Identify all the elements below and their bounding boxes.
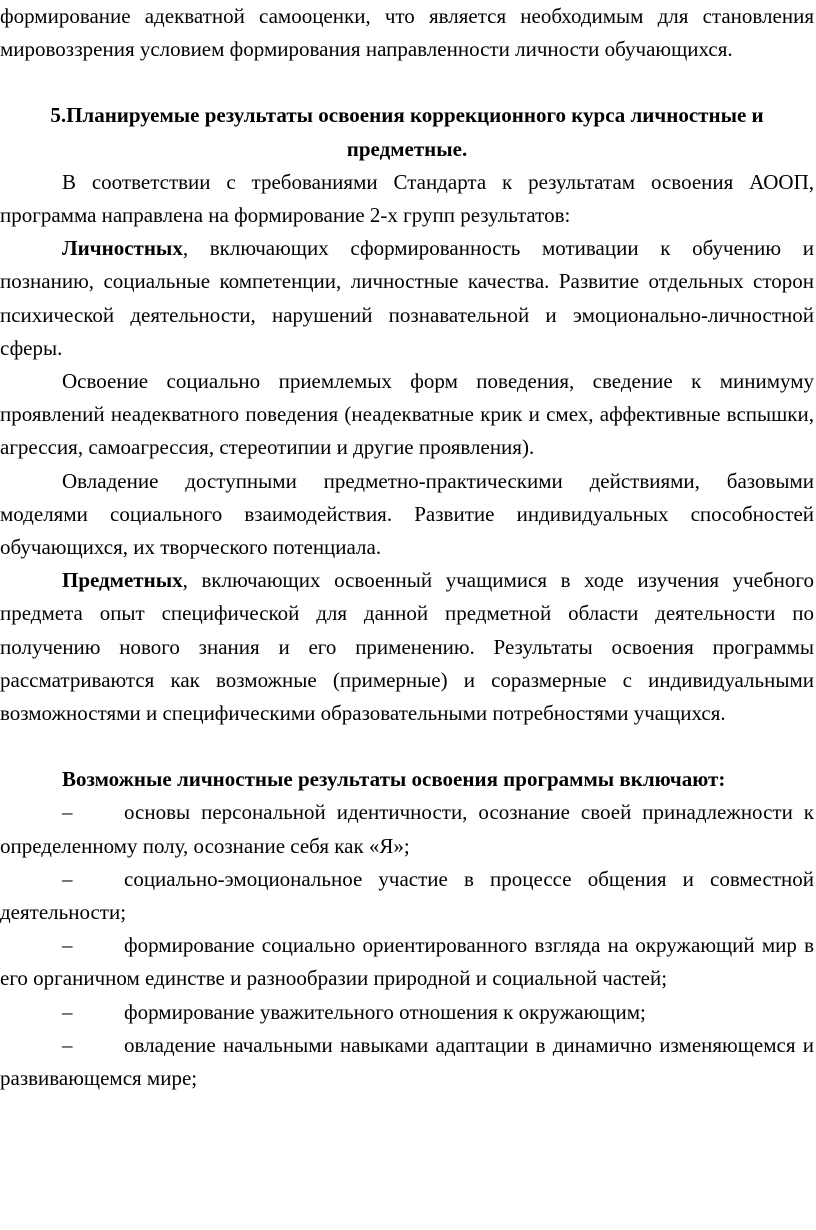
paragraph-requirements: В соответствии с требованиями Стандарта к результатам освоения АООП, программа направлена на формирование 2-х групп результатов: bbox=[0, 169, 814, 228]
dash-bullet: – bbox=[62, 866, 73, 891]
list-item-text: формирование уважительного отношения к окружающим; bbox=[124, 999, 646, 1024]
spacer bbox=[0, 730, 814, 763]
dash-bullet: – bbox=[62, 999, 73, 1024]
list-heading: Возможные личностные результаты освоения программы включают: bbox=[62, 767, 726, 792]
list-item-text: социально-эмоциональное участие в процессе общения и совместной деятельности; bbox=[0, 866, 814, 925]
paragraph-personal-results bbox=[0, 232, 814, 365]
dash-bullet: – bbox=[62, 1032, 73, 1057]
list-item bbox=[0, 929, 814, 995]
list-item bbox=[0, 796, 814, 862]
dash-bullet: – bbox=[62, 800, 73, 825]
dash-bullet: – bbox=[62, 933, 73, 958]
paragraph-subject-text: , включающих освоенный учащимися в ходе изучения учебного предмета опыт специфической для данной предметной области деятельности по получению нового знания и его применению. Результаты освоения программы рассматриваются как возможные (примерные) и соразмерные с индивидуальными возможностями и специфическими образовательными потребностями учащихся. bbox=[0, 568, 814, 726]
spacer bbox=[0, 66, 814, 99]
list-item bbox=[0, 1029, 814, 1095]
list-item-text: овладение начальными навыками адаптации в динамично изменяющемся и развивающемся мире; bbox=[0, 1032, 814, 1091]
list-item bbox=[0, 996, 814, 1029]
term-subject: Предметных bbox=[62, 568, 183, 593]
intro-paragraph: формирование адекватной самооценки, что является необходимым для становления мировоззрения условием формирования направленности личности обучающихся. bbox=[0, 4, 814, 62]
paragraph-behavior: Освоение социально приемлемых форм поведения, сведение к минимуму проявлений неадекватного поведения (неадекватные крик и смех, аффективные вспышки, агрессия, самоагрессия, стереотипии и другие проявления). bbox=[0, 369, 814, 460]
paragraph-subject-results bbox=[0, 564, 814, 730]
section-heading: 5.Планируемые результаты освоения коррекционного курса личностные и предметные. bbox=[50, 103, 764, 161]
paragraph-practical-actions: Овладение доступными предметно-практическими действиями, базовыми моделями социального взаимодействия. Развитие индивидуальных способностей обучающихся, их творческого потенциала. bbox=[0, 468, 814, 560]
list-item bbox=[0, 863, 814, 929]
term-personal: Личностных bbox=[62, 236, 183, 261]
list-item-text: формирование социально ориентированного взгляда на окружающий мир в его органичном единстве и разнообразии природной и социальной частей; bbox=[0, 933, 814, 991]
list-item-text: основы персональной идентичности, осознание своей принадлежности к определенному полу, осознание себя как «Я»; bbox=[0, 800, 814, 858]
paragraph-personal-text: , включающих сформированность мотивации к обучению и познанию, социальные компетенции, личностные качества. Развитие отдельных сторон психической деятельности, нарушений познавательной и эмоционально-личностной сферы. bbox=[0, 236, 814, 360]
